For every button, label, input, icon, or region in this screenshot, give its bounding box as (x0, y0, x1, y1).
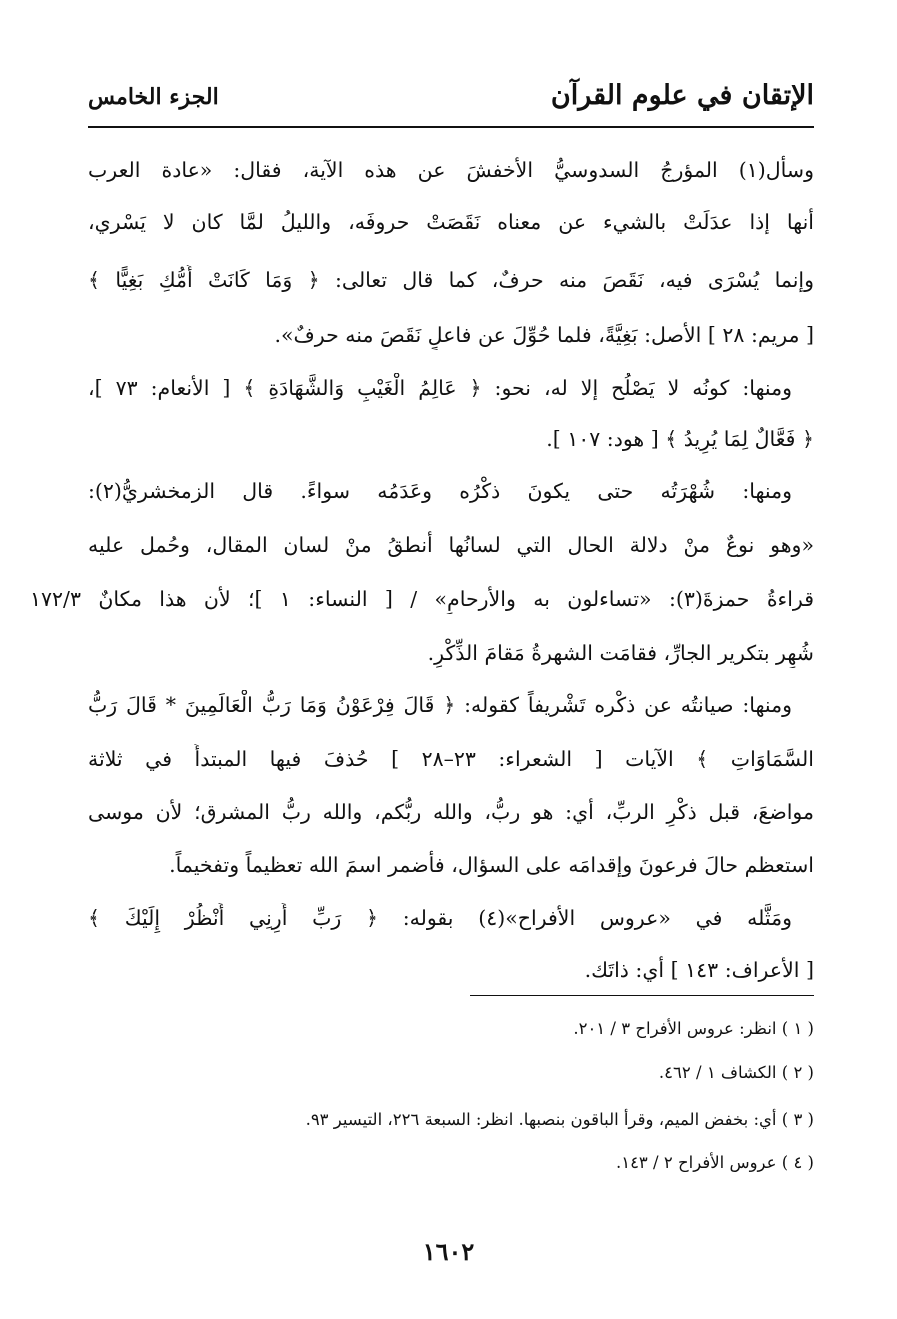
page-number: ١٦٠٢ (422, 1237, 475, 1266)
body-line-12: السَّمَاوَاتِ ﴾ الآيات [ الشعراء: ٢٣–٢٨ ] حُذفَ فيها المبتدأُ في ثلاثة (88, 747, 814, 771)
body-line-11: ومنها: صيانتُه عن ذكْره تَشْريفاً كقوله: ﴿ قَالَ فِرْعَوْنُ وَمَا رَبُّ الْعَالَمِينَ * قَالَ رَبُّ (88, 693, 792, 717)
footnote-1: ( ١ ) انظر: عروس الأفراح ٣ / ٢٠١. (573, 1019, 814, 1038)
body-line-10: شُهِر بتكرير الجارِّ، فقامَت الشهرةُ مَقامَ الذِّكْرِ. (427, 641, 814, 665)
footnote-4: ( ٤ ) عروس الأفراح ٢ / ١٤٣. (615, 1153, 814, 1172)
body-line-6: ﴿ فَعَّالٌ لِمَا يُرِيدُ ﴾ [ هود: ١٠٧ ]. (546, 427, 814, 451)
body-line-2: أنها إذا عدَلَتْ بالشيء عن معناه نَقَصَتْ حروفَه، والليلُ لمَّا كان لا يَسْري، (88, 210, 814, 234)
body-line-15: ومَثَّله في «عروس الأفراح»(٤) بقوله: ﴿ رَبِّ أَرِنِي أَنْظُرْ إِلَيْكَ ﴾ (88, 906, 792, 930)
running-header (88, 80, 814, 120)
body-line-5: ومنها: كونُه لا يَصْلُح إلا له، نحو: ﴿ عَالِمُ الْغَيْبِ وَالشَّهَادَةِ ﴾ [ الأنعام: ٧٣ ]، (88, 376, 792, 400)
part-label: الجزء الخامس (88, 84, 219, 110)
body-line-1: وسأل(١) المؤرجُ السدوسيُّ الأخفشَ عن هذه الآية، فقال: «عادة العرب (88, 158, 814, 182)
footnote-divider (470, 995, 814, 996)
footnote-2: ( ٢ ) الكشاف ١ / ٤٦٢. (658, 1063, 814, 1082)
body-line-9: قراءةُ حمزةَ(٣): «تساءلون به والأرحامِ» / [ النساء: ١ ]؛ لأن هذا مكانٌ ١٧٢/٣ (30, 587, 814, 611)
body-line-7: ومنها: شُهْرَتُه حتى يكونَ ذكْرُه وعَدَمُه سواءً. قال الزمخشريُّ(٢): (88, 479, 792, 503)
body-line-13: مواضعَ، قبل ذكْرِ الربِّ، أي: هو ربُّ، والله ربُّكم، والله ربُّ المشرق؛ لأن موسى (88, 800, 814, 824)
body-line-3: وإنما يُسْرَى فيه، نَقَصَ منه حرفٌ، كما قال تعالى: ﴿ وَمَا كَانَتْ أُمُّكِ بَغِيًّا ﴾ (88, 268, 814, 292)
footnote-3: ( ٣ ) أي: بخفض الميم، وقرأ الباقون بنصبها. انظر: السبعة ٢٢٦، التيسير ٩٣. (305, 1110, 814, 1129)
book-title: الإتقان في علوم القرآن (550, 80, 814, 111)
header-divider (88, 126, 814, 128)
body-line-16: [ الأعراف: ١٤٣ ] أي: ذاتَك. (584, 958, 814, 982)
body-line-14: استعظم حالَ فرعونَ وإقدامَه على السؤال، فأضمر اسمَ الله تعظيماً وتفخيماً. (169, 853, 814, 877)
body-line-4: [ مريم: ٢٨ ] الأصل: بَغِيَّةً، فلما حُوِّلَ عن فاعلٍ نَقَصَ منه حرفٌ». (274, 323, 814, 347)
body-line-8: «وهو نوعٌ منْ دلالة الحال التي لسانُها أنطقُ منْ لسان المقال، وحُمل عليه (88, 533, 814, 557)
